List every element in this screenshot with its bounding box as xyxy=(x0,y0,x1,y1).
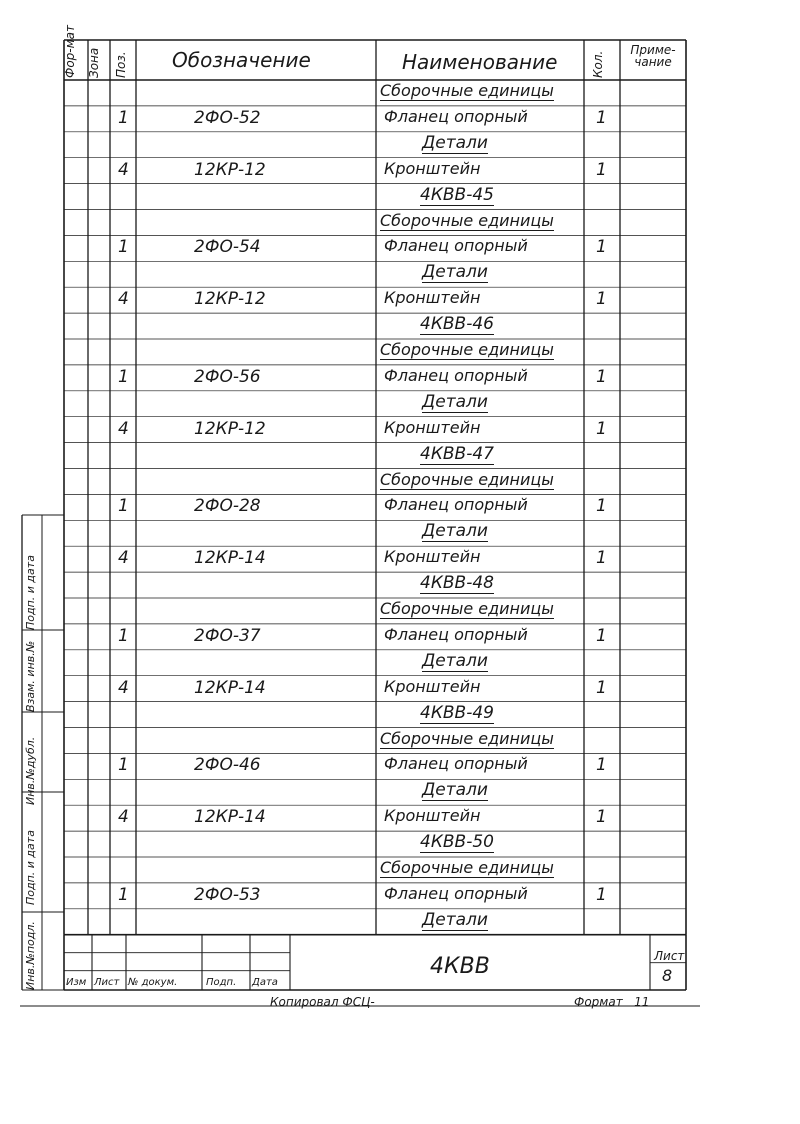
row-name: Кронштейн xyxy=(384,806,481,826)
row-designation: 2ФО-54 xyxy=(194,237,261,258)
row-qty: 1 xyxy=(596,107,607,128)
tb-sheet-label: Лист xyxy=(654,949,685,963)
tb-col-doc: № докум. xyxy=(128,977,178,988)
row-qty: 1 xyxy=(596,418,607,439)
row-name: Сборочные единицы xyxy=(380,728,554,748)
side-inv-podl: Инв.№подл. xyxy=(24,921,37,990)
row-name: Детали xyxy=(422,132,488,153)
row-pos: 1 xyxy=(118,496,129,517)
row-name: 4КВВ-49 xyxy=(420,702,494,723)
row-name: Сборочные единицы xyxy=(380,340,554,359)
row-name: 4КВВ-50 xyxy=(420,832,494,853)
row-designation: 2ФО-46 xyxy=(194,755,261,776)
row-designation: 2ФО-56 xyxy=(194,366,261,387)
row-name: Детали xyxy=(422,262,488,283)
row-name: Кронштейн xyxy=(384,288,481,308)
row-name: Фланец опорный xyxy=(384,106,528,126)
row-designation: 12КР-14 xyxy=(194,677,266,698)
side-inv-dubl: Инв.№дубл. xyxy=(24,736,37,805)
row-name: Сборочные единицы xyxy=(380,210,554,230)
row-designation: 12КР-12 xyxy=(194,159,266,180)
row-designation: 2ФО-52 xyxy=(194,107,261,128)
row-qty: 1 xyxy=(596,289,607,310)
row-pos: 1 xyxy=(118,625,129,646)
row-name: Детали xyxy=(422,650,488,671)
row-name: Сборочные единицы xyxy=(380,858,554,877)
row-qty: 1 xyxy=(596,159,607,180)
row-name: Фланец опорный xyxy=(384,365,528,385)
row-name: Кронштейн xyxy=(384,158,481,178)
header-name: Наименование xyxy=(402,50,558,74)
row-designation: 12КР-12 xyxy=(194,418,266,439)
tb-col-data: Дата xyxy=(252,977,278,988)
header-designation: Обозначение xyxy=(172,48,311,72)
row-name: Детали xyxy=(422,521,488,542)
row-designation: 2ФО-53 xyxy=(194,884,261,905)
row-name: Кронштейн xyxy=(384,676,481,696)
row-name: Кронштейн xyxy=(384,417,481,437)
header-qty: Кол. xyxy=(591,50,605,78)
row-qty: 1 xyxy=(596,496,607,517)
side-vzam-inv: Взам. инв.№ xyxy=(24,640,37,712)
side-podp-data-1: Подп. и дата xyxy=(24,555,37,630)
row-name: Фланец опорный xyxy=(384,624,528,644)
row-name: 4КВВ-48 xyxy=(420,573,494,594)
row-pos: 4 xyxy=(118,159,129,180)
footer-copied: Копировал ФСЦ- xyxy=(270,995,375,1009)
row-pos: 1 xyxy=(118,366,129,387)
row-qty: 1 xyxy=(596,807,607,828)
footer-format: Формат 11 xyxy=(574,995,650,1009)
header-pos: Поз. xyxy=(114,51,128,78)
row-pos: 4 xyxy=(118,289,129,310)
row-name: Детали xyxy=(422,909,488,930)
row-name: Фланец опорный xyxy=(384,236,528,256)
row-pos: 1 xyxy=(118,237,129,258)
row-pos: 1 xyxy=(118,107,129,128)
row-qty: 1 xyxy=(596,755,607,776)
tb-col-izm: Изм xyxy=(66,977,87,988)
row-designation: 2ФО-37 xyxy=(194,625,261,646)
row-pos: 4 xyxy=(118,807,129,828)
row-name: Сборочные единицы xyxy=(380,599,554,618)
row-pos: 4 xyxy=(118,418,129,439)
tb-col-podp: Подп. xyxy=(206,977,237,988)
tb-col-list: Лист xyxy=(94,977,120,988)
side-podp-data-2: Подп. и дата xyxy=(24,830,37,905)
row-pos: 1 xyxy=(118,755,129,776)
row-pos: 1 xyxy=(118,884,129,905)
row-qty: 1 xyxy=(596,677,607,698)
header-zone: Зона xyxy=(87,47,101,78)
row-name: 4КВВ-47 xyxy=(420,443,494,464)
row-qty: 1 xyxy=(596,884,607,905)
row-qty: 1 xyxy=(596,366,607,387)
row-qty: 1 xyxy=(596,237,607,258)
tb-doc-code: 4КВВ xyxy=(430,954,490,979)
row-name: 4КВВ-46 xyxy=(420,314,494,335)
row-name: Кронштейн xyxy=(384,547,481,567)
header-format: Фор-мат xyxy=(63,24,77,78)
row-name: Сборочные единицы xyxy=(380,81,554,100)
header-note: Приме-чание xyxy=(630,43,676,69)
tb-sheet-number: 8 xyxy=(662,966,673,985)
row-designation: 12КР-14 xyxy=(194,548,266,569)
row-name: Фланец опорный xyxy=(384,495,528,515)
row-designation: 12КР-12 xyxy=(194,289,266,310)
row-name: 4КВВ-45 xyxy=(420,184,494,205)
row-qty: 1 xyxy=(596,625,607,646)
row-designation: 12КР-14 xyxy=(194,807,266,828)
row-name: Фланец опорный xyxy=(384,754,528,774)
row-name: Фланец опорный xyxy=(384,883,528,903)
row-pos: 4 xyxy=(118,548,129,569)
row-pos: 4 xyxy=(118,677,129,698)
row-qty: 1 xyxy=(596,548,607,569)
row-name: Детали xyxy=(422,780,488,801)
row-name: Сборочные единицы xyxy=(380,469,554,489)
row-name: Детали xyxy=(422,391,488,412)
row-designation: 2ФО-28 xyxy=(194,496,261,517)
